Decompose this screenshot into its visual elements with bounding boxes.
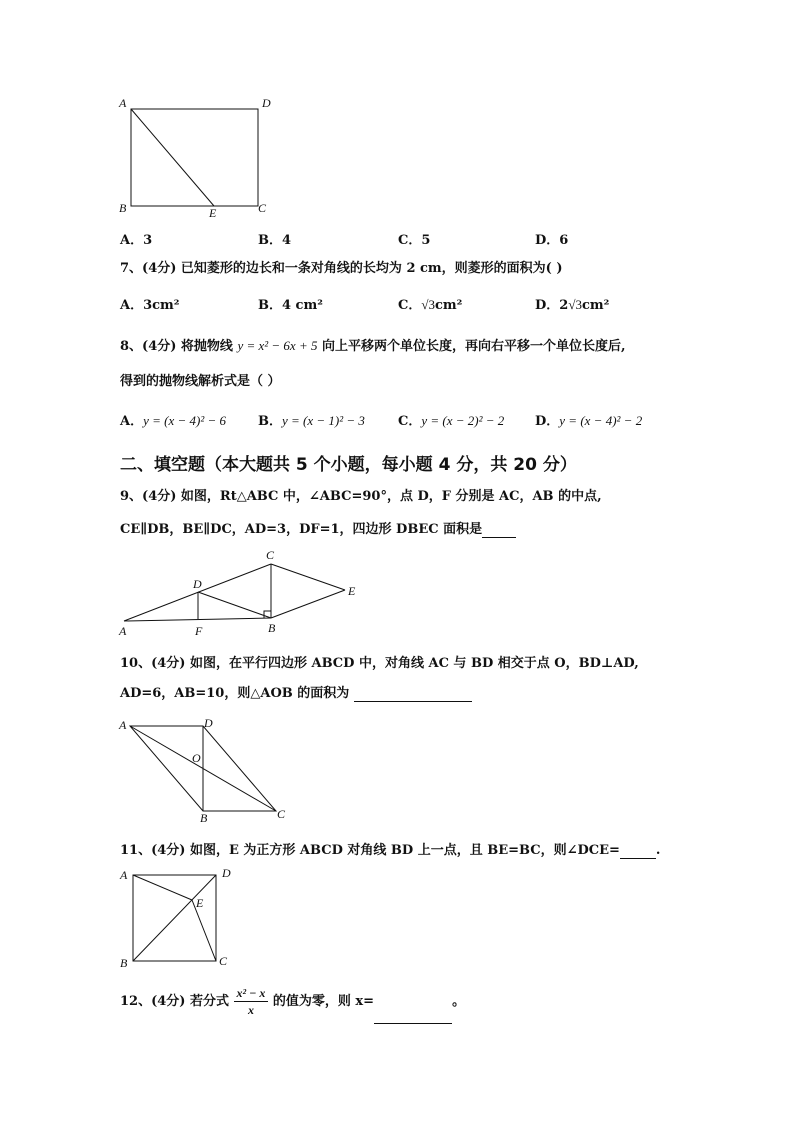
q6-option-c[interactable]: C．5 bbox=[398, 233, 431, 248]
q12-tail: 。 bbox=[452, 994, 466, 1009]
label-d: D bbox=[222, 866, 231, 880]
q8-text-before: 8、(4分) 将抛物线 bbox=[120, 339, 233, 354]
segment-ae bbox=[133, 875, 192, 900]
q12-question bbox=[120, 980, 465, 1024]
q10-answer-blank[interactable] bbox=[354, 701, 472, 702]
q10-question-line1: 10、(4分) 如图，在平行四边形 ABCD 中，对角线 AC 与 BD 相交于点 O，BD⊥AD, bbox=[120, 656, 639, 671]
segment-be bbox=[271, 590, 345, 618]
q7-option-d-prefix: D．2 bbox=[535, 298, 569, 313]
label-f: F bbox=[195, 624, 203, 638]
label-e: E bbox=[348, 584, 356, 598]
q12-numerator: x² − x bbox=[234, 985, 269, 1002]
diagonal-bd bbox=[133, 875, 216, 961]
q8-option-a-label: A． bbox=[120, 414, 144, 429]
q11-question bbox=[120, 843, 660, 859]
q11-text: 11、(4分) 如图，E 为正方形 ABCD 对角线 BD 上一点，且 BE=BC，则∠DCE= bbox=[120, 843, 620, 858]
rectangle-abcd bbox=[131, 109, 258, 206]
q7-option-d-unit: cm² bbox=[581, 298, 610, 313]
sqrt-symbol: √3 bbox=[568, 297, 582, 312]
q8-option-c-label: C． bbox=[398, 414, 422, 429]
rectangle-figure bbox=[110, 95, 280, 220]
q12-answer-blank[interactable] bbox=[374, 995, 452, 1024]
label-a: A bbox=[119, 718, 127, 732]
q7-option-b[interactable]: B．4 cm² bbox=[258, 298, 323, 313]
label-d: D bbox=[193, 577, 202, 591]
label-c: C bbox=[266, 548, 275, 562]
q11-figure bbox=[115, 865, 235, 965]
q8-formula: y = x² − 6x + 5 bbox=[237, 338, 318, 353]
label-a: A bbox=[119, 624, 127, 638]
q8-option-b-formula: y = (x − 1)² − 3 bbox=[282, 413, 365, 428]
q8-question-line2: 得到的抛物线解析式是（ ） bbox=[120, 374, 281, 389]
q8-option-d-label: D． bbox=[535, 414, 560, 429]
q12-text-before: 12、(4分) 若分式 bbox=[120, 994, 229, 1009]
label-b: B bbox=[268, 621, 276, 635]
section-heading: 二、填空题（本大题共 5 个小题，每小题 4 分，共 20 分） bbox=[120, 455, 577, 475]
q7-option-c-prefix: C． bbox=[398, 298, 422, 313]
q11-tail: . bbox=[655, 843, 661, 858]
q9-answer-blank[interactable] bbox=[482, 537, 516, 538]
label-d: D bbox=[262, 96, 271, 110]
q9-question-line1: 9、(4分) 如图，Rt△ABC 中，∠ABC=90°，点 D，F 分别是 AC，AB 的中点, bbox=[120, 489, 602, 504]
q7-option-c[interactable] bbox=[398, 294, 462, 313]
q8-option-d[interactable] bbox=[535, 410, 642, 429]
q9-figure bbox=[110, 550, 370, 640]
q9-question-line2 bbox=[120, 522, 516, 538]
q8-option-a-formula: y = (x − 4)² − 6 bbox=[143, 413, 227, 428]
label-o: O bbox=[192, 751, 201, 765]
q6-option-b[interactable]: B．4 bbox=[258, 233, 292, 248]
q8-option-b-label: B． bbox=[258, 414, 282, 429]
q11-answer-blank[interactable] bbox=[620, 858, 656, 859]
label-d: D bbox=[204, 716, 213, 730]
q8-option-b[interactable] bbox=[258, 410, 365, 429]
q6-option-a[interactable]: A．3 bbox=[120, 233, 153, 248]
q8-option-c-formula: y = (x − 2)² − 2 bbox=[421, 413, 505, 428]
label-c: C bbox=[219, 954, 228, 968]
q12-fraction bbox=[234, 985, 269, 1018]
q7-question: 7、(4分) 已知菱形的边长和一条对角线的长均为 2 cm，则菱形的面积为( ) bbox=[120, 261, 563, 276]
label-c: C bbox=[258, 201, 267, 215]
q12-denominator: x bbox=[247, 1003, 254, 1017]
segment-ae bbox=[131, 109, 214, 206]
label-b: B bbox=[119, 201, 127, 215]
label-e: E bbox=[196, 896, 204, 910]
q9-line2-text: CE∥DB，BE∥DC，AD=3，DF=1，四边形 DBEC 面积是 bbox=[120, 522, 483, 537]
q8-option-a[interactable] bbox=[120, 410, 226, 429]
label-e: E bbox=[209, 206, 217, 220]
label-b: B bbox=[200, 811, 208, 825]
label-b: B bbox=[120, 956, 128, 970]
q8-option-d-formula: y = (x − 4)² − 2 bbox=[559, 413, 643, 428]
label-c: C bbox=[277, 807, 286, 821]
q8-question-line1 bbox=[120, 338, 626, 355]
q7-option-d[interactable] bbox=[535, 294, 609, 313]
sqrt-symbol: √3 bbox=[421, 297, 435, 312]
q6-option-d[interactable]: D．6 bbox=[535, 233, 569, 248]
q12-text-after: 的值为零，则 x= bbox=[272, 994, 375, 1009]
q7-option-c-unit: cm² bbox=[435, 298, 463, 313]
q8-text-after: 向上平移两个单位长度，再向右平移一个单位长度后, bbox=[322, 339, 626, 354]
label-a: A bbox=[120, 868, 128, 882]
q8-option-c[interactable] bbox=[398, 410, 504, 429]
q10-question-line2 bbox=[120, 686, 472, 702]
label-a: A bbox=[119, 96, 127, 110]
q7-option-a[interactable]: A．3cm² bbox=[120, 298, 180, 313]
segment-db bbox=[198, 592, 271, 618]
q10-line2-text: AD=6，AB=10，则△AOB 的面积为 bbox=[120, 686, 350, 701]
segment-ce bbox=[271, 564, 345, 590]
